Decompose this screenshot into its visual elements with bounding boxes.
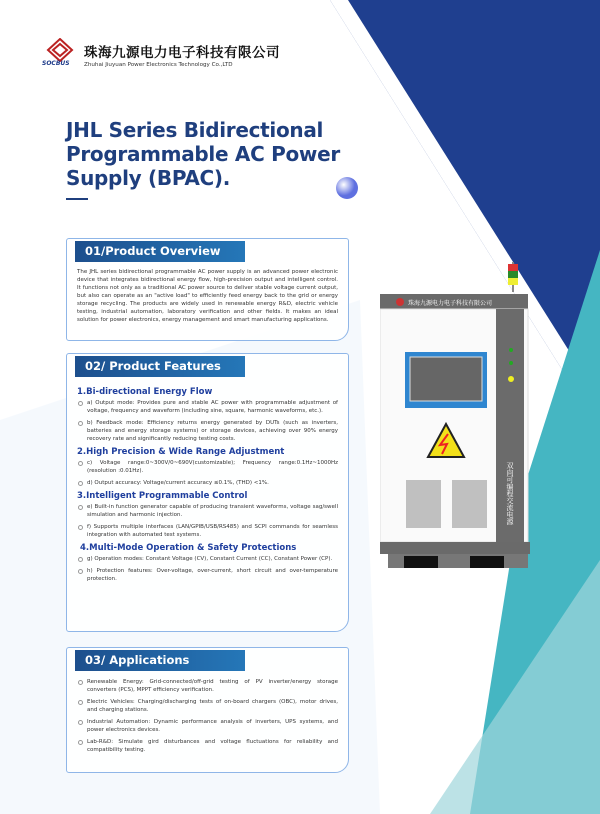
feature-item: c) Voltage range:0~300V/0~690V(customizable); Frequency range:0.1Hz~1000Hz (resolution :0.01Hz). bbox=[77, 459, 338, 475]
features-section bbox=[66, 353, 349, 632]
company-name-cn: 珠海九源电力电子科技有限公司 bbox=[84, 44, 280, 61]
feature-group-title: 4.Multi-Mode Operation & Safety Protections bbox=[80, 543, 297, 553]
application-item: Lab-R&D: Simulate gird disturbances and voltage fluctuations for reliability and compatibility testing. bbox=[77, 738, 338, 754]
feature-group-title: 2.High Precision & Wide Range Adjustment bbox=[77, 447, 285, 457]
machine-brand-label: 珠海九源电力电子科技有限公司 bbox=[408, 300, 493, 307]
logo-icon bbox=[44, 38, 76, 70]
company-logo bbox=[44, 38, 280, 70]
overview-section bbox=[66, 238, 349, 341]
page-title: JHL Series Bidirectional Programmable AC Power Supply (BPAC). bbox=[66, 118, 340, 190]
feature-group-title: 1.Bi-directional Energy Flow bbox=[77, 387, 213, 397]
company-name-en: Zhuhai Jiuyuan Power Electronics Technology Co.,LTD bbox=[84, 61, 233, 68]
application-item: Electric Vehicles: Charging/discharging tests of on-board chargers (OBC), motor drives, and charging stations. bbox=[77, 698, 338, 714]
applications-section bbox=[66, 647, 349, 773]
product-image bbox=[380, 262, 540, 586]
machine-side-label: 双向可编程交流电源 bbox=[506, 462, 514, 525]
title-underline bbox=[66, 198, 88, 200]
features-heading: 02/ Product Features bbox=[75, 356, 245, 377]
feature-item: e) Built-in function generator capable of producing transient waveforms, voltage sag/swell simulation and harmonic injection. bbox=[77, 503, 338, 519]
feature-item: d) Output accuracy: Voltage/current accuracy ≤0.1%, (THD) <1%. bbox=[77, 479, 338, 487]
feature-item: a) Output mode: Provides pure and stable AC power with programmable adjustment of voltage, frequency and waveform (including sine, square, harmonic waveforms, etc.). bbox=[77, 399, 338, 415]
overview-heading: 01/Product Overview bbox=[75, 241, 245, 262]
feature-item: b) Feedback mode: Efficiency returns energy generated by DUTs (such as inverters, batteries and energy storage systems) or storage devices, achieving over 90% energy recovery rate and significantly reducing testing costs. bbox=[77, 419, 338, 443]
feature-item: h) Protection features: Over-voltage, over-current, short circuit and over-temperature protection. bbox=[77, 567, 338, 583]
overview-text: The JHL series bidirectional programmable AC power supply is an advanced power electronic device that integrates bidirectional energy flow, high-precision output and intelligent control. It functions not only as a traditional AC power source to deliver stable voltage current output, but also can operate as an "active load" to efficiently feed energy back to the grid or energy storage recycling. The products are widely used in renewable energy R&D, electric vehicle testing, industrial automation, laboratory verification and other fields. It makes an ideal solution for power electronics, energy management and smart manufacturing applications. bbox=[77, 269, 338, 323]
applications-heading: 03/ Applications bbox=[75, 650, 245, 671]
feature-item: f) Supports multiple interfaces (LAN/GPIB/USB/RS485) and SCPI commands for seamless integration with automated test systems. bbox=[77, 523, 338, 539]
feature-group-title: 3.Intelligent Programmable Control bbox=[77, 491, 248, 501]
feature-item: g) Operation modes: Constant Voltage (CV), Constant Current (CC), Constant Power (CP). bbox=[77, 555, 338, 563]
application-item: Renewable Energy: Grid-connected/off-grid testing of PV inverter/energy storage converters (PCS), MPPT efficiency verification. bbox=[77, 678, 338, 694]
application-item: Industrial Automation: Dynamic performance analysis of inverters, UPS systems, and power electronics devices. bbox=[77, 718, 338, 734]
logo-text: SOCBUS bbox=[42, 60, 70, 67]
